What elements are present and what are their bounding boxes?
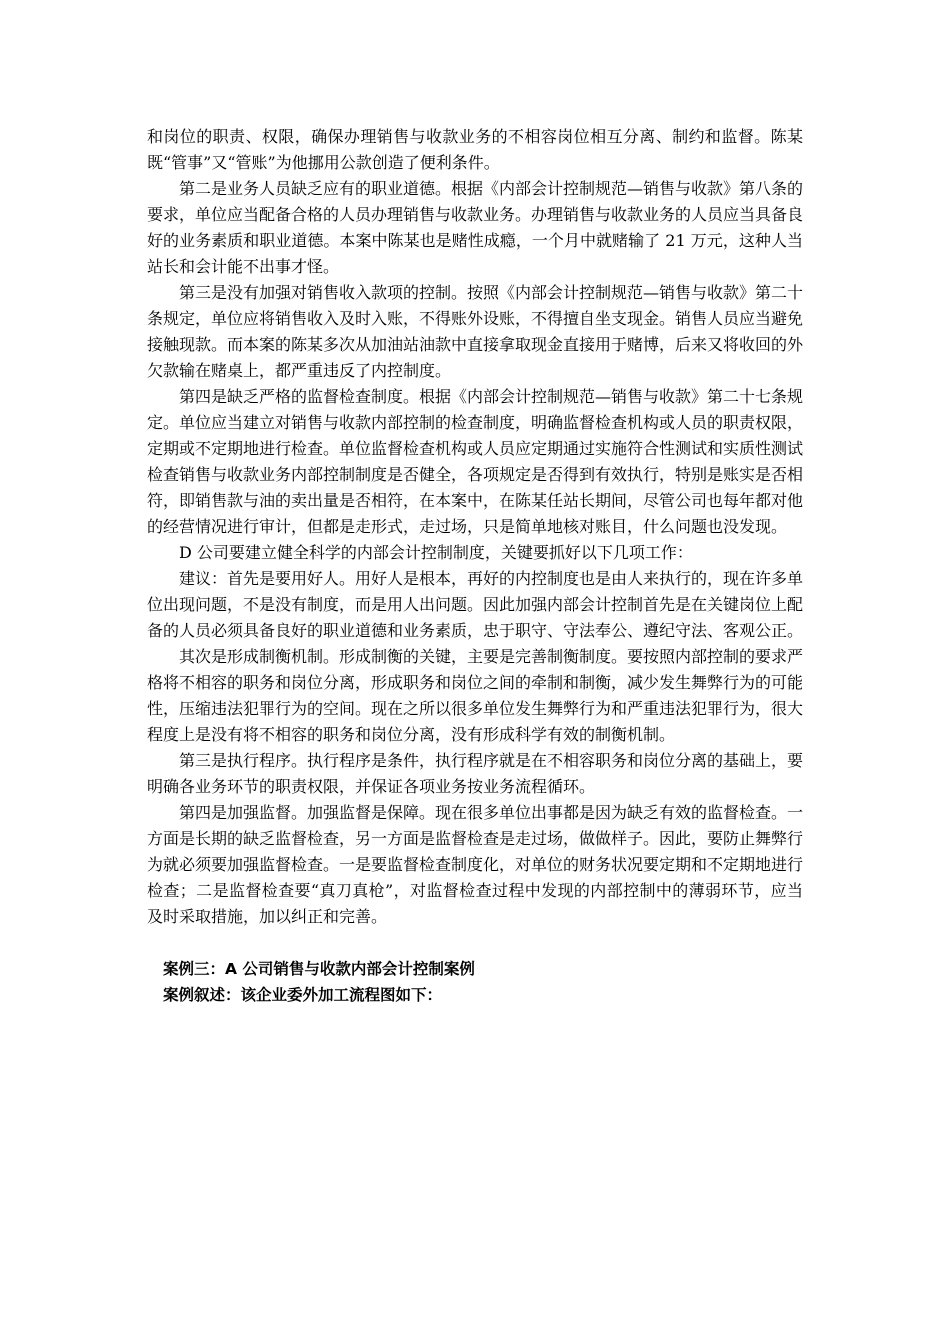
paragraph-sales-receipt-control: 第三是没有加强对销售收入款项的控制。按照《内部会计控制规范—销售与收款》第二十条规定，单位应将销售收入及时入账，不得账外设账，不得擅自坐支现金。销售人员应当避免接触现款。而本案的陈某多次从加油站油款中直接拿取现金直接用于赌博，后来又将收回的外欠款输在赌桌上，都严重违反了内控制度。 [147, 283, 804, 380]
document-page [147, 124, 803, 1008]
case-title: 案例三：A 公司销售与收款内部会计控制案例 [163, 960, 475, 978]
paragraph-checks-balances: 其次是形成制衡机制。形成制衡的关键，主要是完善制衡制度。要按照内部控制的要求严格将不相容的职务和岗位分离，形成职务和岗位之间的牵制和制衡，减少发生舞弊行为的可能性，压缩违法犯罪行为的空间。现在之所以很多单位发生舞弊行为和严重违法犯罪行为，很大程度上是没有将不相容的职务和岗位分离，没有形成科学有效的制衡机制。 [147, 647, 804, 744]
paragraph-professional-ethics: 第二是业务人员缺乏应有的职业道德。根据《内部会计控制规范—销售与收款》第八条的要求，单位应当配备合格的人员办理销售与收款业务。办理销售与收款业务的人员应当具备良好的业务素质和职业道德。本案中陈某也是赌性成瘾，一个月中就赌输了 21 万元，这种人当站长和会计能不出事才怪。 [147, 179, 804, 276]
section-spacer [147, 930, 803, 956]
paragraph-company-d-intro: D 公司要建立健全科学的内部会计控制制度，关键要抓好以下几项工作： [179, 543, 693, 562]
paragraph-execution-procedure: 第三是执行程序。执行程序是条件，执行程序就是在不相容职务和岗位分离的基础上，要明确各业务环节的职责权限，并保证各项业务按业务流程循环。 [147, 751, 804, 796]
paragraph-continued: 和岗位的职责、权限，确保办理销售与收款业务的不相容岗位相互分离、制约和监督。陈某既“管事”又“管账”为他挪用公款创造了便利条件。 [147, 127, 803, 172]
paragraph-strengthen-supervision: 第四是加强监督。加强监督是保障。现在很多单位出事都是因为缺乏有效的监督检查。一方面是长期的缺乏监督检查，另一方面是监督检查是走过场，做做样子。因此，要防止舞弊行为就必须要加强监督检查。一是要监督检查制度化，对单位的财务状况要定期和不定期地进行检查；二是监督检查要“真刀真枪”，对监督检查过程中发现的内部控制中的薄弱环节，应当及时采取措施，加以纠正和完善。 [147, 803, 804, 926]
case-intro: 案例叙述：该企业委外加工流程图如下： [163, 986, 443, 1004]
paragraph-supervision-inspection: 第四是缺乏严格的监督检查制度。根据《内部会计控制规范—销售与收款》第二十七条规定。单位应当建立对销售与收款内部控制的检查制度，明确监督检查机构或人员的职责权限，定期或不定期地进行检查。单位监督检查机构或人员应定期通过实施符合性测试和实质性测试检查销售与收款业务内部控制制度是否健全，各项规定是否得到有效执行，特别是账实是否相符，即销售款与油的卖出量是否相符，在本案中，在陈某任站长期间，尽管公司也每年都对他的经营情况进行审计，但都是走形式，走过场，只是简单地核对账目，什么问题也没发现。 [147, 387, 804, 536]
paragraph-suggestion-people: 建议：首先是要用好人。用好人是根本，再好的内控制度也是由人来执行的，现在许多单位出现问题，不是没有制度，而是用人出问题。因此加强内部会计控制首先是在关键岗位上配备的人员必须具备良好的职业道德和业务素质，忠于职守、守法奉公、遵纪守法、客观公正。 [147, 569, 804, 640]
